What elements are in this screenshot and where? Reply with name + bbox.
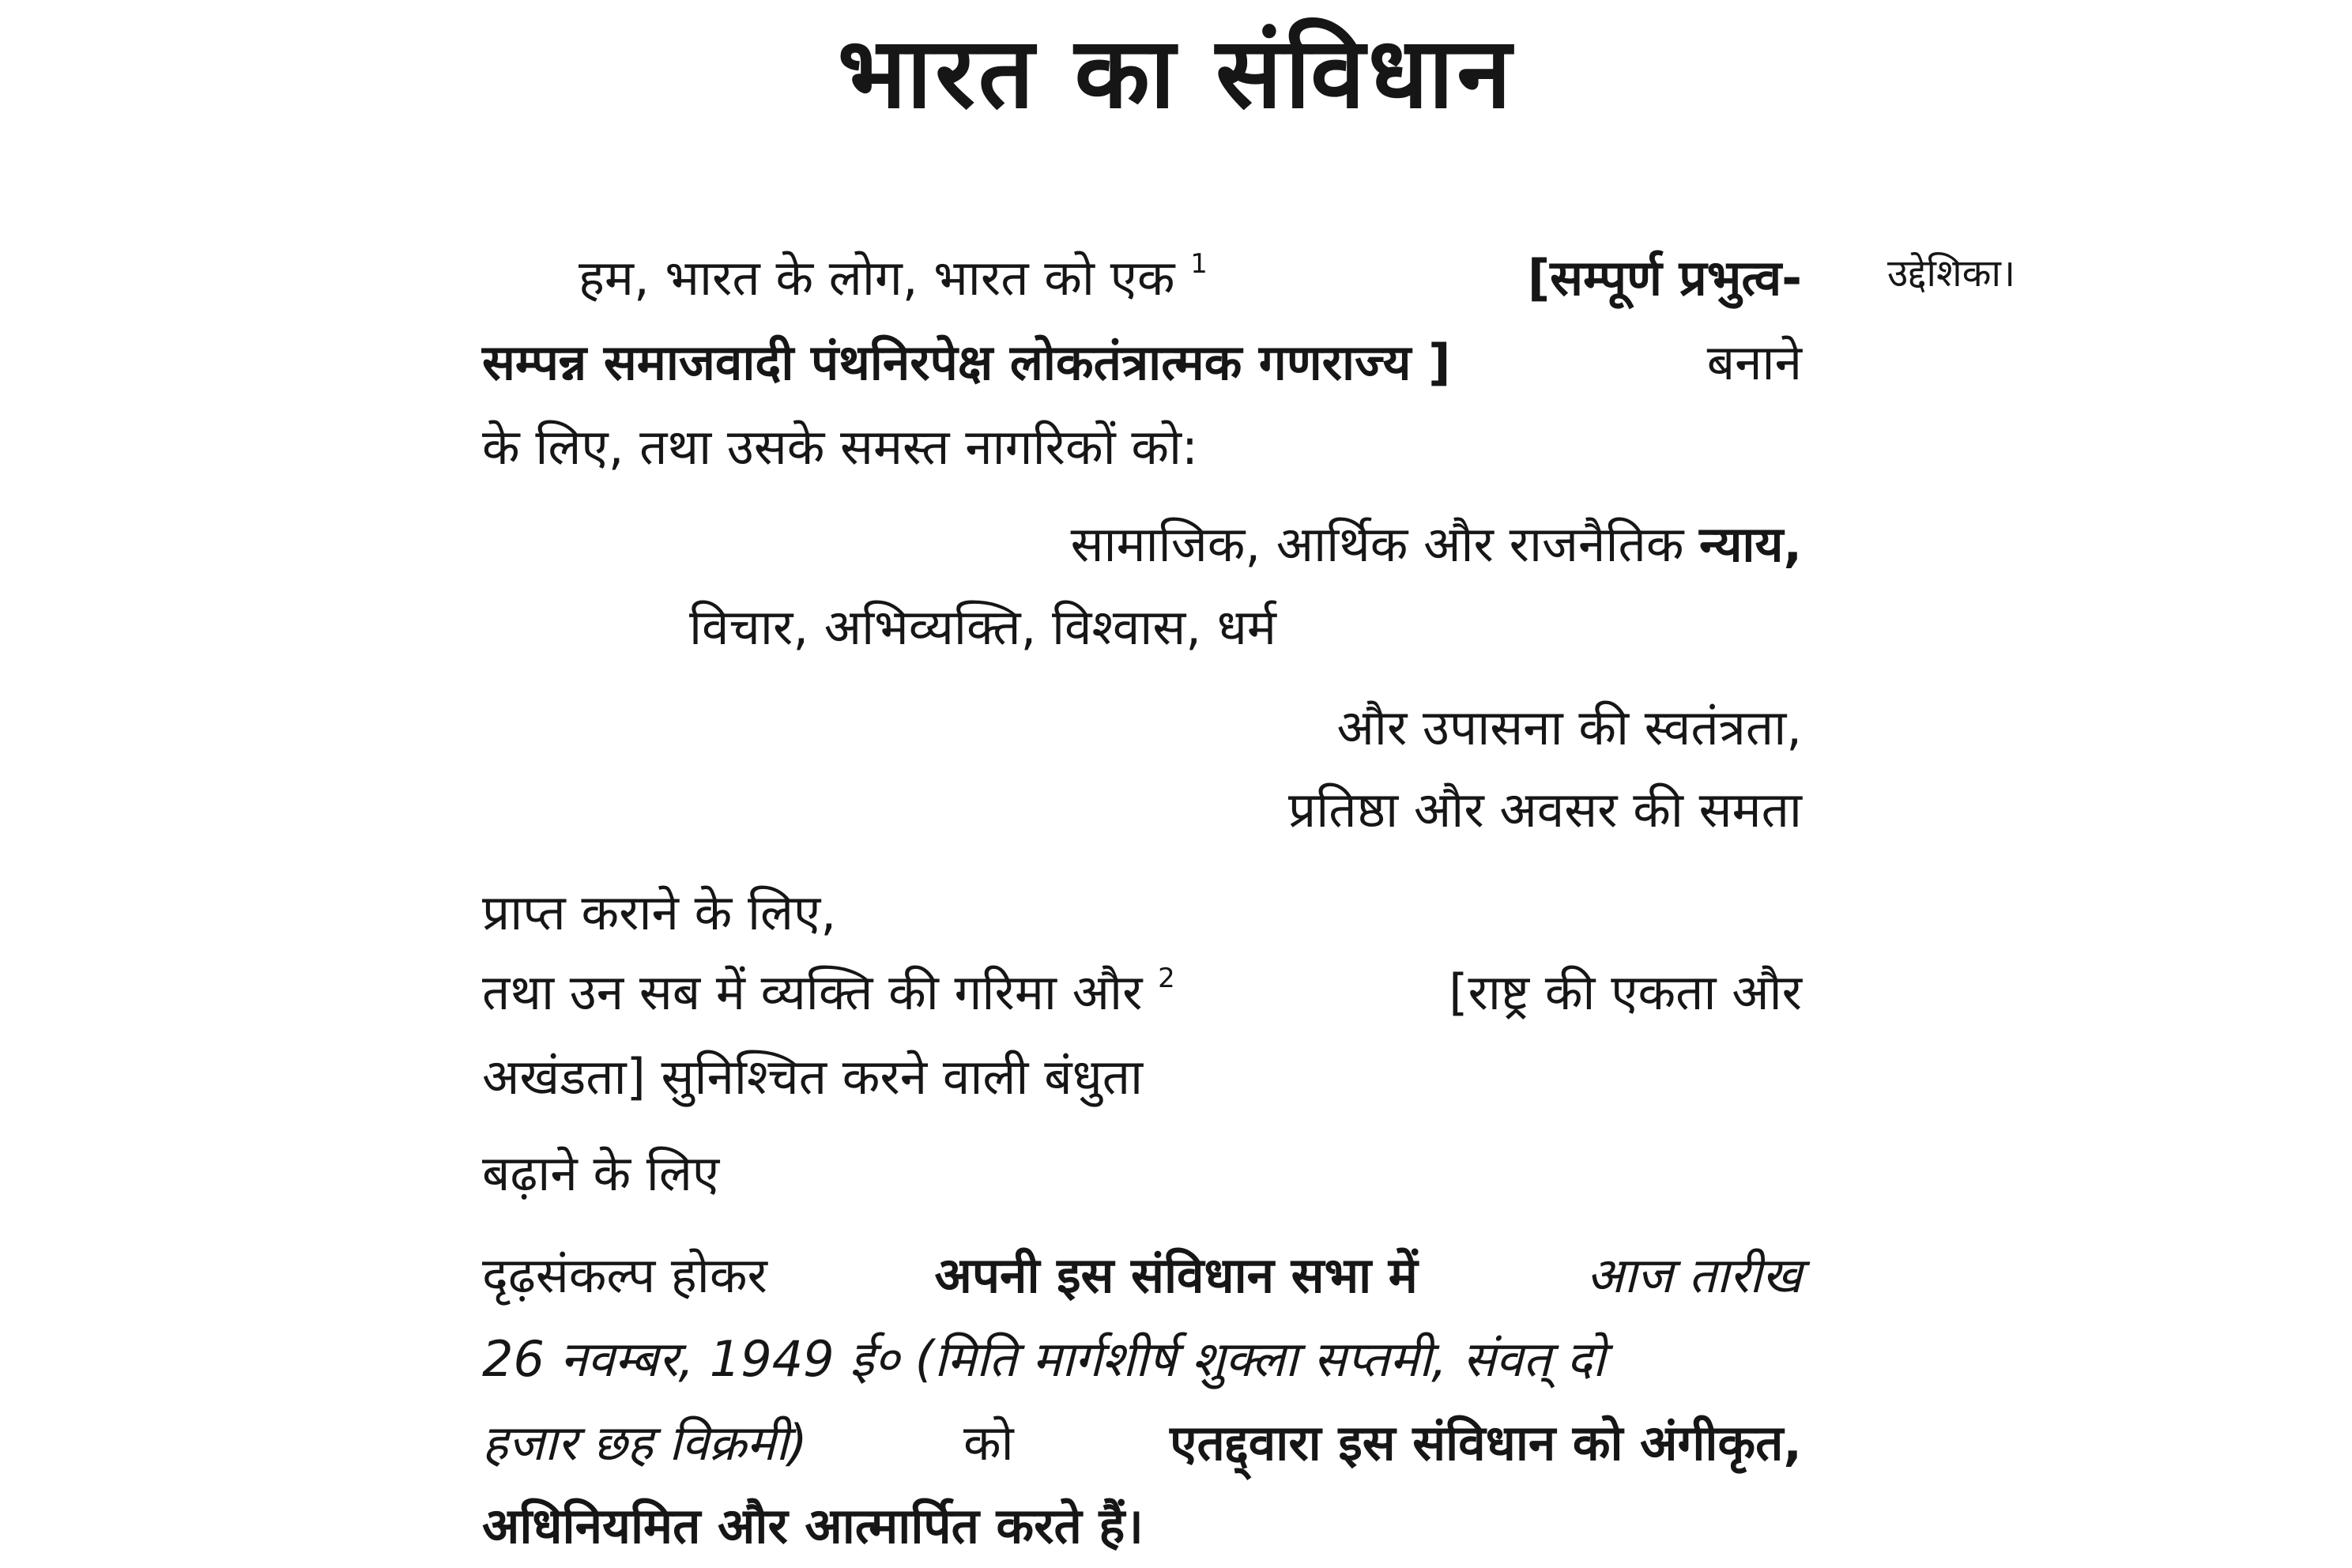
bold-phrase: अधिनियमित और आत्मार्पित करते हैं। xyxy=(482,1497,1144,1555)
preamble-line-10 xyxy=(482,1042,1143,1113)
line-text: हम, भारत के लोग, भारत को एक $^1$ xyxy=(579,248,1208,307)
italic-phrase: 26 नवम्बर, 1949 ई० (मिति मार्गशीर्ष शुक्ला सप्तमी, संवत् दो xyxy=(482,1330,1605,1388)
line-text: को xyxy=(963,1414,1030,1472)
keyword-equality: समता xyxy=(1698,781,1802,839)
line-text: और उपासना की xyxy=(1336,699,1645,756)
bold-phrase: सम्पन्न समाजवादी पंथनिरपेक्ष लोकतंत्रात्मक गणराज्य ] xyxy=(482,334,1468,391)
footnote-marker-1: 1 xyxy=(1190,248,1208,280)
bold-phrase: एतद्द्वारा इस संविधान को अंगीकृत, xyxy=(1170,1414,1802,1472)
preamble-line-13 xyxy=(482,1324,1802,1395)
italic-phrase: हजार छह विक्रमी) xyxy=(482,1414,824,1472)
line-text: बनाने xyxy=(1706,334,1802,391)
preamble-line-15 xyxy=(482,1491,1144,1562)
page-title: भारत का संविधान xyxy=(837,17,1515,130)
preamble-line-1 xyxy=(579,243,1802,314)
line-text: अखंडता] सुनिश्चित करने वाली xyxy=(482,1048,1045,1106)
preamble-line-4 xyxy=(1071,509,1802,580)
line-text: बढ़ाने के लिए xyxy=(482,1144,720,1202)
preamble-line-8 xyxy=(482,877,836,948)
bold-phrase: [सम्पूर्ण प्रभुत्व- xyxy=(1527,249,1802,307)
preamble-line-2 xyxy=(482,327,1802,398)
line-text: सामाजिक, आर्थिक और राजनैतिक xyxy=(1070,515,1700,573)
preamble-line-7 xyxy=(1288,775,1802,846)
keyword-justice: न्याय, xyxy=(1699,515,1802,573)
preamble-line-11 xyxy=(482,1138,719,1209)
italic-phrase: आज तारीख xyxy=(1586,1246,1802,1304)
preamble-line-12 xyxy=(482,1240,1802,1311)
keyword-liberty: स्वतंत्रता, xyxy=(1644,699,1802,756)
line-text: दृढ़संकल्प होकर xyxy=(482,1246,783,1304)
margin-note: उद्देशिका। xyxy=(1887,251,2016,296)
preamble-line-14 xyxy=(482,1408,1802,1479)
preamble-line-6 xyxy=(1337,692,1802,763)
bold-phrase: अपनी इस संविधान सभा में xyxy=(934,1246,1435,1304)
line-text: तथा उन सब में व्यक्ति की गरिमा और $^2$ xyxy=(482,963,1175,1021)
line-text: [राष्ट्र की एकता और xyxy=(1449,963,1802,1021)
line-text: के लिए, तथा उसके समस्त नागरिकों को: xyxy=(482,418,1198,476)
keyword-fraternity: बंधुता xyxy=(1044,1048,1144,1106)
footnote-marker-2: 2 xyxy=(1158,963,1175,994)
preamble-line-3 xyxy=(482,412,1198,483)
line-text: प्रतिष्ठा और अवसर की xyxy=(1287,781,1699,839)
line-text: विचार, अभिव्यक्ति, विश्वास, धर्म xyxy=(689,598,1276,656)
preamble-line-5 xyxy=(689,592,1276,663)
line-text: प्राप्त कराने के लिए, xyxy=(482,884,837,941)
preamble-line-9 xyxy=(482,957,1802,1028)
